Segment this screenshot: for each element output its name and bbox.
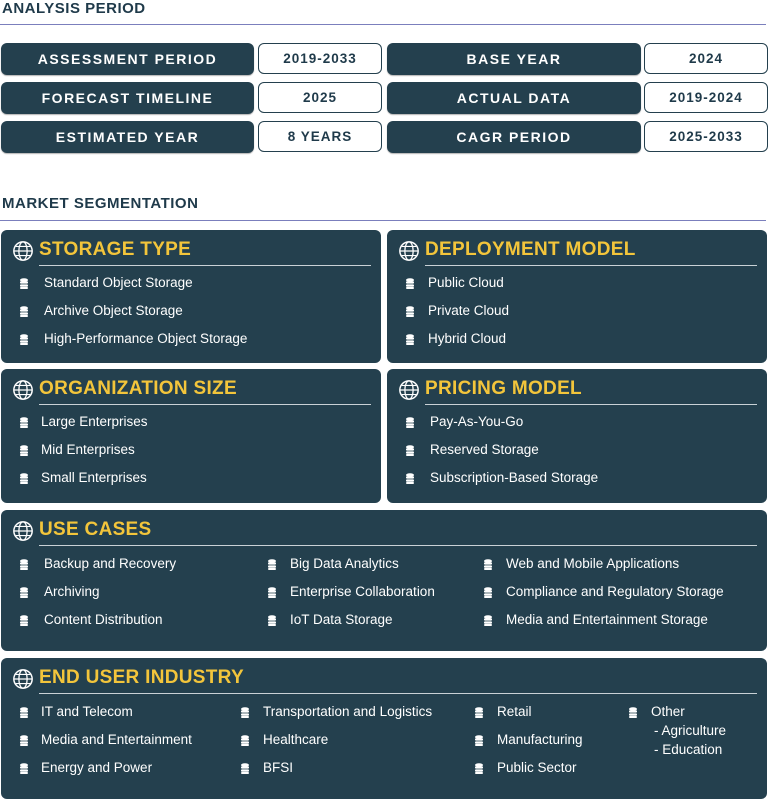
sub-item-agriculture: - Agriculture: [654, 723, 727, 738]
sub-item-education: - Education: [654, 742, 723, 757]
base-year-value: 2024: [644, 43, 768, 74]
list-item: Mid Enterprises: [41, 442, 135, 457]
database-icon: [20, 473, 28, 484]
end-user-industry-panel: [1, 658, 767, 799]
deployment-model-panel: [387, 230, 767, 363]
list-item: Large Enterprises: [41, 414, 148, 429]
database-icon: [629, 707, 637, 718]
database-icon: [20, 559, 28, 570]
list-item: Manufacturing: [497, 732, 583, 747]
database-icon: [268, 587, 276, 598]
list-item: Transportation and Logistics: [263, 704, 433, 719]
database-icon: [484, 559, 492, 570]
database-icon: [406, 473, 414, 484]
actual-data-label: ACTUAL DATA: [387, 82, 641, 114]
assessment-period-label: ASSESSMENT PERIOD: [1, 43, 254, 75]
database-icon: [475, 763, 483, 774]
list-item-other: Other: [651, 704, 685, 719]
list-item: IT and Telecom: [41, 704, 133, 719]
database-icon: [20, 707, 28, 718]
list-item: Enterprise Collaboration: [290, 584, 435, 599]
database-icon: [20, 445, 28, 456]
database-icon: [20, 763, 28, 774]
database-icon: [20, 417, 28, 428]
list-item: Retail: [497, 704, 532, 719]
database-icon: [241, 763, 249, 774]
list-item: Healthcare: [263, 732, 329, 747]
database-icon: [406, 417, 414, 428]
storage-type-panel: [1, 230, 381, 363]
storage-type-title: STORAGE TYPE: [39, 239, 192, 260]
globe-icon: [12, 668, 34, 690]
database-icon: [20, 278, 28, 289]
list-item: Private Cloud: [428, 303, 510, 318]
list-item: Energy and Power: [41, 760, 153, 775]
globe-icon: [398, 379, 420, 401]
estimated-year-label: ESTIMATED YEAR: [1, 121, 254, 153]
database-icon: [475, 707, 483, 718]
cagr-period-value: 2025-2033: [644, 121, 768, 152]
database-icon: [241, 735, 249, 746]
list-item: IoT Data Storage: [290, 612, 393, 627]
list-item: High-Performance Object Storage: [44, 331, 248, 346]
panel-divider: [425, 404, 757, 405]
end-user-industry-title: END USER INDUSTRY: [39, 667, 244, 688]
list-item: Hybrid Cloud: [428, 331, 507, 346]
panel-divider: [39, 404, 371, 405]
base-year-label: BASE YEAR: [387, 43, 641, 75]
list-item: Reserved Storage: [430, 442, 539, 457]
globe-icon: [12, 520, 34, 542]
list-item: Media and Entertainment: [41, 732, 192, 747]
use-cases-panel: [1, 510, 767, 651]
list-item: Small Enterprises: [41, 470, 147, 485]
panel-divider: [39, 693, 757, 694]
deployment-model-title: DEPLOYMENT MODEL: [425, 239, 636, 260]
pricing-model-panel: [387, 369, 767, 503]
organization-size-title: ORGANIZATION SIZE: [39, 378, 237, 399]
panel-divider: [39, 545, 757, 546]
database-icon: [20, 334, 28, 345]
list-item: Pay-As-You-Go: [430, 414, 524, 429]
list-item: Media and Entertainment Storage: [506, 612, 708, 627]
list-item: Compliance and Regulatory Storage: [506, 584, 724, 599]
organization-size-panel: [1, 369, 381, 503]
database-icon: [406, 306, 414, 317]
analysis-period-title: ANALYSIS PERIOD: [2, 0, 146, 17]
list-item: Subscription-Based Storage: [430, 470, 599, 485]
list-item: Content Distribution: [44, 612, 163, 627]
forecast-timeline-value: 2025: [258, 82, 382, 113]
database-icon: [484, 587, 492, 598]
database-icon: [268, 615, 276, 626]
cagr-period-label: CAGR PERIOD: [387, 121, 641, 153]
database-icon: [20, 306, 28, 317]
database-icon: [20, 735, 28, 746]
segmentation-divider: [0, 220, 766, 221]
database-icon: [268, 559, 276, 570]
list-item: Standard Object Storage: [44, 275, 193, 290]
globe-icon: [12, 240, 34, 262]
database-icon: [475, 735, 483, 746]
panel-divider: [39, 265, 371, 266]
list-item: Web and Mobile Applications: [506, 556, 680, 571]
database-icon: [20, 587, 28, 598]
list-item: Public Sector: [497, 760, 577, 775]
list-item: BFSI: [263, 760, 294, 775]
pricing-model-title: PRICING MODEL: [425, 378, 582, 399]
database-icon: [241, 707, 249, 718]
panel-divider: [425, 265, 757, 266]
database-icon: [406, 445, 414, 456]
database-icon: [406, 334, 414, 345]
list-item: Archive Object Storage: [44, 303, 183, 318]
forecast-timeline-label: FORECAST TIMELINE: [1, 82, 254, 114]
globe-icon: [12, 379, 34, 401]
estimated-year-value: 8 YEARS: [258, 121, 382, 152]
list-item: Backup and Recovery: [44, 556, 177, 571]
list-item: Archiving: [44, 584, 100, 599]
use-cases-title: USE CASES: [39, 519, 152, 540]
list-item: Big Data Analytics: [290, 556, 399, 571]
analysis-divider: [0, 24, 766, 25]
database-icon: [484, 615, 492, 626]
market-segmentation-title: MARKET SEGMENTATION: [2, 195, 199, 212]
assessment-period-value: 2019-2033: [258, 43, 382, 74]
database-icon: [20, 615, 28, 626]
list-item: Public Cloud: [428, 275, 504, 290]
globe-icon: [398, 240, 420, 262]
database-icon: [406, 278, 414, 289]
actual-data-value: 2019-2024: [644, 82, 768, 113]
